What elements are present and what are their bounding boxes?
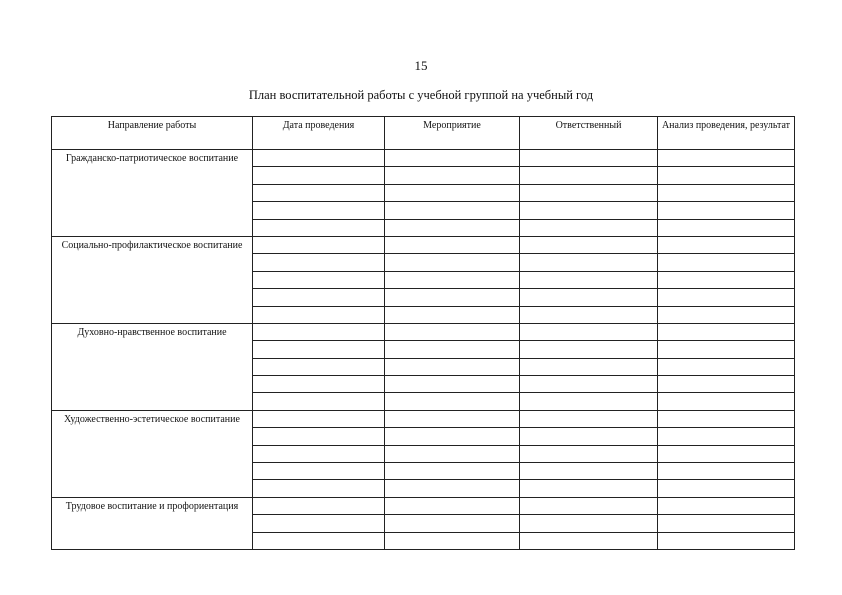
page-number: 15: [414, 58, 428, 73]
table-cell[interactable]: [658, 323, 795, 340]
direction-social-preventive: Социально-профилактическое воспитание: [52, 236, 253, 323]
table-cell[interactable]: [520, 150, 658, 167]
table-cell[interactable]: [658, 445, 795, 462]
table-row: [52, 236, 795, 253]
header-event: Мероприятие: [385, 117, 520, 150]
table-cell[interactable]: [385, 167, 520, 184]
table-cell[interactable]: [253, 289, 385, 306]
table-cell[interactable]: [520, 219, 658, 236]
table-cell[interactable]: [253, 167, 385, 184]
table-row: [52, 323, 795, 340]
table-cell[interactable]: [658, 376, 795, 393]
table-cell[interactable]: [520, 289, 658, 306]
table-cell[interactable]: [253, 219, 385, 236]
table-cell[interactable]: [520, 271, 658, 288]
table-cell[interactable]: [253, 445, 385, 462]
table-cell[interactable]: [253, 393, 385, 410]
table-row: [52, 497, 795, 514]
table-cell[interactable]: [520, 445, 658, 462]
table-cell[interactable]: [658, 497, 795, 514]
table-cell[interactable]: [520, 428, 658, 445]
table-cell[interactable]: [253, 254, 385, 271]
header-responsible: Ответственный: [520, 117, 658, 150]
table-cell[interactable]: [658, 150, 795, 167]
table-cell[interactable]: [520, 167, 658, 184]
table-cell[interactable]: [658, 219, 795, 236]
table-cell[interactable]: [658, 271, 795, 288]
table-cell[interactable]: [253, 515, 385, 532]
table-cell[interactable]: [385, 271, 520, 288]
table-cell[interactable]: [658, 202, 795, 219]
direction-artistic-aesthetic: Художественно-эстетическое воспитание: [52, 410, 253, 497]
table-cell[interactable]: [385, 289, 520, 306]
table-cell[interactable]: [520, 515, 658, 532]
table-cell[interactable]: [520, 236, 658, 253]
table-cell[interactable]: [385, 497, 520, 514]
direction-labor-career: Трудовое воспитание и профориентация: [52, 497, 253, 549]
table-cell[interactable]: [253, 428, 385, 445]
table-cell[interactable]: [385, 532, 520, 549]
table-cell[interactable]: [520, 497, 658, 514]
document-title: План воспитательной работы с учебной группой на учебный год: [248, 88, 594, 102]
table-cell[interactable]: [385, 184, 520, 201]
table-cell[interactable]: [658, 532, 795, 549]
table-cell[interactable]: [385, 358, 520, 375]
table-cell[interactable]: [658, 463, 795, 480]
table-cell[interactable]: [385, 150, 520, 167]
table-cell[interactable]: [253, 376, 385, 393]
table-cell[interactable]: [253, 480, 385, 497]
table-cell[interactable]: [253, 463, 385, 480]
header-date: Дата проведения: [253, 117, 385, 150]
table-cell[interactable]: [658, 358, 795, 375]
table-cell[interactable]: [658, 515, 795, 532]
table-cell[interactable]: [520, 358, 658, 375]
table-cell[interactable]: [520, 341, 658, 358]
table-cell[interactable]: [520, 480, 658, 497]
header-analysis: Анализ проведения, результат: [658, 117, 795, 150]
plan-table: [51, 116, 795, 550]
table-cell[interactable]: [385, 410, 520, 427]
table-cell[interactable]: [658, 289, 795, 306]
table-cell[interactable]: [253, 306, 385, 323]
table-cell[interactable]: [520, 463, 658, 480]
table-cell[interactable]: [520, 323, 658, 340]
table-cell[interactable]: [520, 254, 658, 271]
table-cell[interactable]: [253, 358, 385, 375]
table-cell[interactable]: [385, 202, 520, 219]
table-cell[interactable]: [253, 236, 385, 253]
table-cell[interactable]: [385, 323, 520, 340]
table-cell[interactable]: [253, 323, 385, 340]
table-cell[interactable]: [520, 202, 658, 219]
direction-civic-patriotic: Гражданско-патриотическое воспитание: [52, 150, 253, 237]
table-cell[interactable]: [658, 306, 795, 323]
table-cell[interactable]: [253, 150, 385, 167]
table-cell[interactable]: [658, 254, 795, 271]
table-cell[interactable]: [520, 184, 658, 201]
table-cell[interactable]: [385, 306, 520, 323]
table-cell[interactable]: [520, 532, 658, 549]
table-cell[interactable]: [385, 445, 520, 462]
table-cell[interactable]: [385, 376, 520, 393]
table-cell[interactable]: [385, 254, 520, 271]
table-row: [52, 410, 795, 427]
table-cell[interactable]: [253, 341, 385, 358]
table-cell[interactable]: [253, 202, 385, 219]
table-cell[interactable]: [385, 480, 520, 497]
table-cell[interactable]: [385, 236, 520, 253]
table-cell[interactable]: [253, 532, 385, 549]
table-cell[interactable]: [520, 410, 658, 427]
table-cell[interactable]: [253, 497, 385, 514]
table-cell[interactable]: [385, 515, 520, 532]
header-direction: Направление работы: [52, 117, 253, 150]
table-cell[interactable]: [253, 184, 385, 201]
table-cell[interactable]: [658, 480, 795, 497]
table-cell[interactable]: [385, 219, 520, 236]
table-cell[interactable]: [385, 393, 520, 410]
table-cell[interactable]: [658, 184, 795, 201]
table-cell[interactable]: [520, 306, 658, 323]
table-header-row: [52, 117, 795, 150]
table-cell[interactable]: [385, 463, 520, 480]
table-cell[interactable]: [253, 271, 385, 288]
table-cell[interactable]: [385, 428, 520, 445]
direction-spiritual-moral: Духовно-нравственное воспитание: [52, 323, 253, 410]
table-cell[interactable]: [658, 236, 795, 253]
table-cell[interactable]: [385, 341, 520, 358]
table-cell[interactable]: [253, 410, 385, 427]
table-cell[interactable]: [658, 341, 795, 358]
table-row: [52, 150, 795, 167]
table-cell[interactable]: [658, 410, 795, 427]
table-cell[interactable]: [658, 393, 795, 410]
table-cell[interactable]: [658, 428, 795, 445]
table-cell[interactable]: [658, 167, 795, 184]
table-cell[interactable]: [520, 376, 658, 393]
table-cell[interactable]: [520, 393, 658, 410]
